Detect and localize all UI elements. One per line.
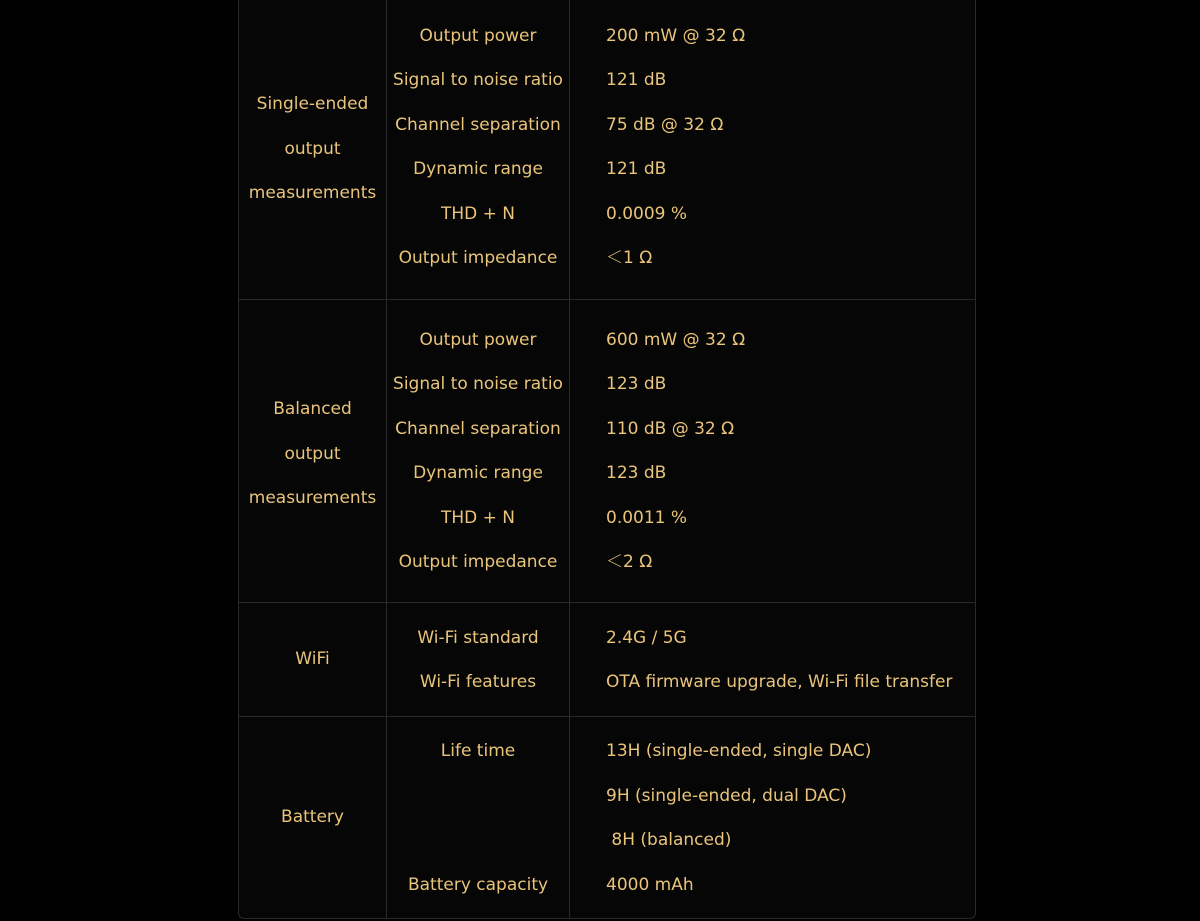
spec-value: 8H (balanced) xyxy=(606,830,732,850)
spec-value: 110 dB @ 32 Ω xyxy=(606,419,735,439)
table-row xyxy=(387,540,975,585)
spec-value: 123 dB xyxy=(606,463,667,483)
spec-value: OTA firmware upgrade, Wi-Fi file transfer xyxy=(606,672,953,692)
spec-value: 75 dB @ 32 Ω xyxy=(606,115,724,135)
spec-label: Wi-Fi features xyxy=(419,672,537,692)
table-row xyxy=(387,318,975,363)
spec-value: 9H (single-ended, dual DAC) xyxy=(606,786,847,806)
spec-label: Output impedance xyxy=(398,552,558,572)
table-row xyxy=(387,407,975,452)
spec-value: 0.0011 % xyxy=(606,508,688,528)
spec-value: 200 mW @ 32 Ω xyxy=(606,26,746,46)
spec-label: Life time xyxy=(440,741,516,761)
spec-label: Output power xyxy=(419,330,537,350)
category-single-ended xyxy=(239,82,386,216)
spec-label: Output impedance xyxy=(398,248,558,268)
category-line: measurements xyxy=(248,183,377,204)
spec-label: Dynamic range xyxy=(413,159,543,179)
spec-value: ＜1 Ω xyxy=(606,248,653,268)
table-row xyxy=(387,496,975,541)
spec-value: 4000 mAh xyxy=(606,875,694,895)
table-row xyxy=(387,863,975,908)
table-row xyxy=(387,147,975,192)
table-row xyxy=(387,192,975,237)
section-balanced xyxy=(239,300,975,603)
spec-value: 121 dB xyxy=(606,70,667,90)
category-line: Battery xyxy=(281,807,344,828)
section-single-ended xyxy=(239,0,975,300)
table-row xyxy=(387,451,975,496)
spec-table xyxy=(238,0,976,919)
table-row xyxy=(387,774,975,819)
spec-label: THD + N xyxy=(440,204,516,224)
spec-label: Dynamic range xyxy=(413,463,543,483)
category-wifi xyxy=(239,603,386,716)
spec-value: 13H (single-ended, single DAC) xyxy=(606,741,872,761)
spec-value: 0.0009 % xyxy=(606,204,688,224)
spec-value: ＜2 Ω xyxy=(606,552,653,572)
category-line: Single-ended xyxy=(256,94,369,115)
category-line: output xyxy=(284,443,341,464)
table-row xyxy=(387,362,975,407)
spec-value: 121 dB xyxy=(606,159,667,179)
category-battery xyxy=(239,717,386,918)
table-row xyxy=(387,729,975,774)
spec-label: Channel separation xyxy=(395,115,561,135)
spec-label: Signal to noise ratio xyxy=(393,70,563,90)
table-row xyxy=(387,818,975,863)
spec-label: Channel separation xyxy=(395,419,561,439)
spec-value: 600 mW @ 32 Ω xyxy=(606,330,746,350)
spec-label: THD + N xyxy=(440,508,516,528)
section-wifi xyxy=(239,603,975,717)
category-line: measurements xyxy=(248,488,377,509)
table-row xyxy=(387,58,975,103)
table-row xyxy=(387,236,975,281)
section-battery xyxy=(239,717,975,918)
table-row xyxy=(387,660,975,705)
category-line: Balanced xyxy=(273,399,352,420)
category-balanced xyxy=(239,387,386,521)
table-row xyxy=(387,14,975,59)
spec-value: 2.4G / 5G xyxy=(606,628,687,648)
spec-value: 123 dB xyxy=(606,374,667,394)
category-line: WiFi xyxy=(295,649,330,670)
spec-label: Wi-Fi standard xyxy=(417,628,539,648)
category-line: output xyxy=(284,138,341,159)
spec-label: Output power xyxy=(419,26,537,46)
spec-label: Battery capacity xyxy=(407,875,549,895)
spec-label: Signal to noise ratio xyxy=(393,374,563,394)
table-row xyxy=(387,616,975,661)
table-row xyxy=(387,103,975,148)
